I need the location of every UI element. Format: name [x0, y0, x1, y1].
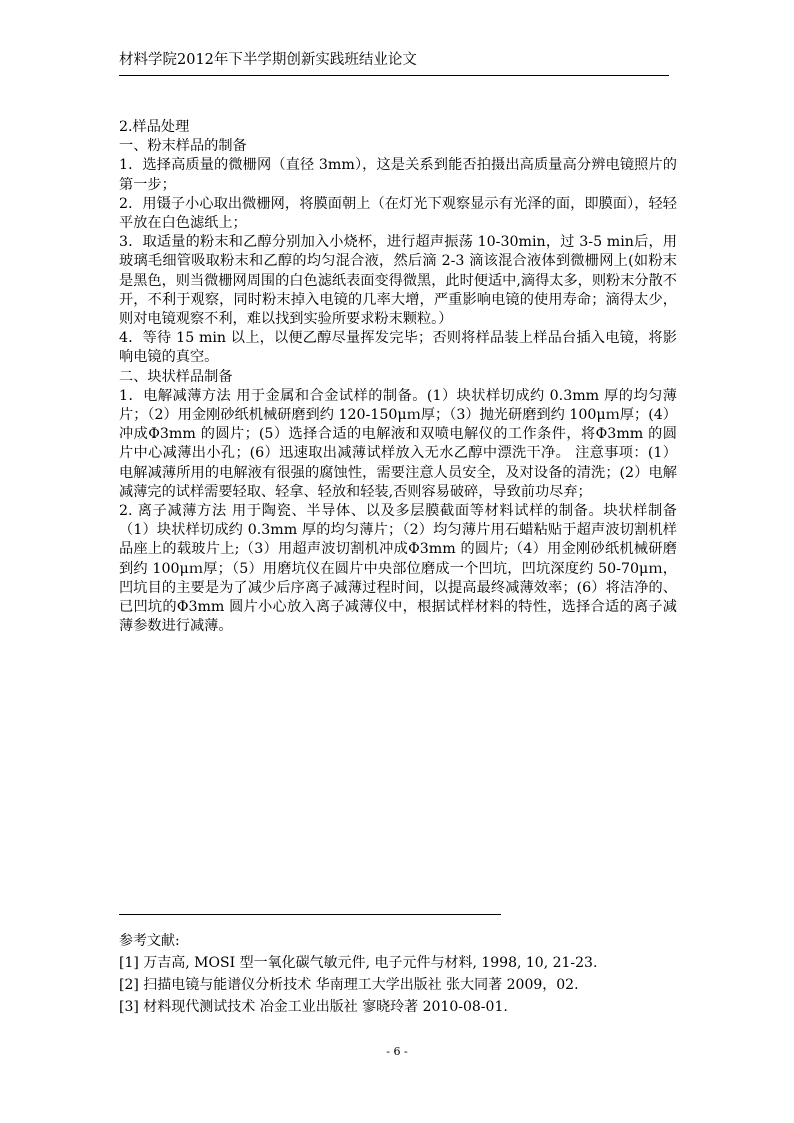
page-number: - 6 -	[386, 1045, 408, 1058]
reference-item: [2] 扫描电镜与能谱仪分析技术 华南理工大学出版社 张大同著 2009，02.	[119, 977, 579, 993]
section-heading: 2.样品处理	[119, 119, 190, 135]
running-header: 材料学院2012年下半学期创新实践班结业论文	[119, 52, 417, 68]
subsection-heading: 二、块状样品制备	[119, 368, 233, 385]
main-text	[119, 118, 677, 636]
header-divider	[119, 75, 669, 76]
references-section	[119, 930, 679, 1018]
paragraph: 3．取适量的粉末和乙醇分别加入小烧杯，进行超声振荡 10-30min，过 3-5 min后，用玻璃毛细管吸取粉末和乙醇的均匀混合液，然后滴 2-3 滴该混合液体到微栅网上(如粉末是黑色，则当微栅网周围的白色滤纸表面变得微黑，此时便适中,滴得太多，则粉末分散不开，不利于观察，同时粉末掉入电镜的几率大增，严重影响电镜的使用寿命；滴得太少，则对电镜观察不利，难以找到实验所要求粉末颗粒。）	[119, 234, 677, 328]
paragraph: 2. 离子减薄方法 用于陶瓷、半导体、以及多层膜截面等材料试样的制备。块状样制备（1）块状样切成约 0.3mm 厚的均匀薄片；（2）均匀薄片用石蜡粘贴于超声波切割机样品座上的载玻片上;（3）用超声波切割机冲成Φ3mm 的圆片;（4）用金刚砂纸机械研磨到约 100μｍ厚；（5）用磨坑仪在圆片中央部位磨成一个凹坑，凹坑深度约 50-70μｍ，凹坑目的主要是为了减少后序离子减薄过程时间，以提高最终减薄效率；(6）将洁净的、已凹坑的Φ3mm 圆片小心放入离子减薄仪中，根据试样材料的特性，选择合适的离子减薄参数进行减薄。	[119, 503, 677, 635]
references-divider	[119, 914, 501, 915]
paragraph: 4．等待 15 min 以上，以便乙醇尽量挥发完毕；否则将样品装上样品台插入电镜，将影响电镜的真空。	[119, 330, 677, 366]
paragraph: 1．选择高质量的微栅网（直径 3mm），这是关系到能否拍摄出高质量高分辨电镜照片的第一步；	[119, 157, 677, 193]
subsection-heading: 一、粉末样品的制备	[119, 138, 247, 155]
paragraph: 1．电解减薄方法 用于金属和合金试样的制备。(1）块状样切成约 0.3mm 厚的均匀薄片；（2）用金刚砂纸机械研磨到约 120-150μｍ厚；（3）抛光研磨到约 100μｍ厚；(4）冲成Φ3mm 的圆片；(5）选择合适的电解液和双喷电解仪的工作条件，将Φ3mm 的圆片中心减薄出小孔；(6）迅速取出减薄试样放入无水乙醇中漂洗干净。 注意事项：(1）电解减薄所用的电解液有很强的腐蚀性，需要注意人员安全，及对设备的清洗；(2）电解减薄完的试样需要轻取、轻拿、轻放和轻装,否则容易破碎，导致前功尽弃；	[119, 387, 677, 500]
paragraph: 2．用镊子小心取出微栅网，将膜面朝上（在灯光下观察显示有光泽的面，即膜面），轻轻平放在白色滤纸上；	[119, 195, 677, 232]
references-heading: 参考文献:	[119, 933, 180, 949]
reference-item: [3] 材料现代测试技术 冶金工业出版社 寥晓玲著 2010-08-01.	[119, 999, 508, 1015]
reference-item: [1] 万吉高, MOSI 型一氧化碳气敏元件, 电子元件与材料, 1998, 10, 21-23.	[119, 955, 598, 971]
